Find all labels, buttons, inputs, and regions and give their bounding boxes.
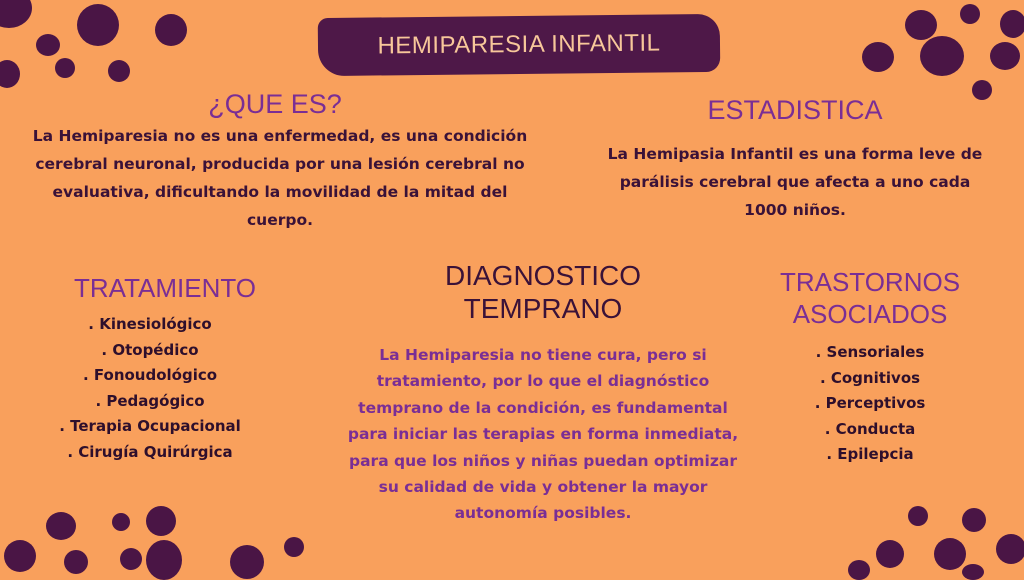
trastornos-list	[760, 340, 980, 468]
decorative-dot	[962, 564, 984, 580]
diagnostico-heading-line2: TEMPRANO	[463, 293, 623, 324]
list-item: . Cognitivos	[819, 368, 921, 387]
decorative-dot	[230, 545, 264, 579]
list-item: . Otopédico	[101, 340, 199, 359]
decorative-dot	[46, 512, 76, 540]
decorative-dot	[876, 540, 904, 568]
decorative-dot	[284, 537, 304, 557]
title-banner	[318, 14, 721, 76]
list-item: . Kinesiológico	[88, 315, 212, 333]
list-item: . Sensoriales	[815, 343, 925, 361]
decorative-dot	[146, 506, 176, 536]
decorative-dot	[934, 538, 966, 570]
list-item: . Fonoudológico	[82, 366, 218, 384]
decorative-dot	[155, 14, 187, 46]
decorative-dot	[55, 58, 75, 78]
decorative-dot	[146, 540, 182, 580]
list-item: . Terapia Ocupacional	[59, 417, 241, 435]
que-es-text: La Hemiparesia no es una enfermedad, es una condición cerebral neuronal, producida por una lesión cerebral no evaluativa, dificultando la movilidad de la mitad del cuerpo.	[32, 127, 528, 229]
trastornos-heading-line2: ASOCIADOS	[792, 299, 948, 329]
decorative-dot	[920, 36, 964, 76]
decorative-dot	[77, 4, 119, 46]
estadistica-heading: ESTADISTICA	[707, 95, 883, 125]
decorative-dot	[848, 560, 870, 580]
decorative-dot	[996, 534, 1024, 564]
decorative-dot	[108, 60, 130, 82]
tratamiento-list	[30, 312, 270, 465]
decorative-dot	[0, 60, 20, 88]
tratamiento-heading: TRATAMIENTO	[74, 273, 256, 303]
decorative-dot	[120, 548, 142, 570]
estadistica-text: La Hemipasia Infantil es una forma leve de parálisis cerebral que afecta a uno cada 1000 niños.	[607, 145, 983, 219]
trastornos-heading-line1: TRASTORNOS	[779, 267, 961, 297]
decorative-dot	[36, 34, 60, 56]
page-title: HEMIPARESIA INFANTIL	[377, 29, 661, 60]
decorative-dot	[962, 508, 986, 532]
decorative-dot	[908, 506, 928, 526]
list-item: . Pedagógico	[95, 391, 205, 410]
list-item: . Perceptivos	[814, 394, 926, 412]
decorative-dot	[990, 42, 1020, 70]
que-es-heading: ¿QUE ES?	[208, 89, 342, 119]
decorative-dot	[0, 0, 32, 28]
diagnostico-heading-line1: DIAGNOSTICO	[444, 260, 641, 291]
decorative-dot	[862, 42, 894, 72]
decorative-dot	[4, 540, 36, 572]
decorative-dot	[960, 4, 980, 24]
decorative-dot	[64, 550, 88, 574]
list-item: . Cirugía Quirúrgica	[67, 442, 233, 461]
decorative-dot	[112, 513, 130, 531]
decorative-dot	[972, 80, 992, 100]
decorative-dot	[1000, 10, 1024, 38]
diagnostico-text: La Hemiparesia no tiene cura, pero si tratamiento, por lo que el diagnóstico temprano de la condición, es fundamental para iniciar las terapias en forma inmediata, para que los niños y niñas puedan optimizar su calidad de vida y obtener la mayor autonomía posibles.	[347, 346, 739, 523]
list-item: . Conducta	[824, 419, 916, 438]
decorative-dot	[905, 10, 937, 40]
list-item: . Epilepcia	[826, 445, 914, 463]
